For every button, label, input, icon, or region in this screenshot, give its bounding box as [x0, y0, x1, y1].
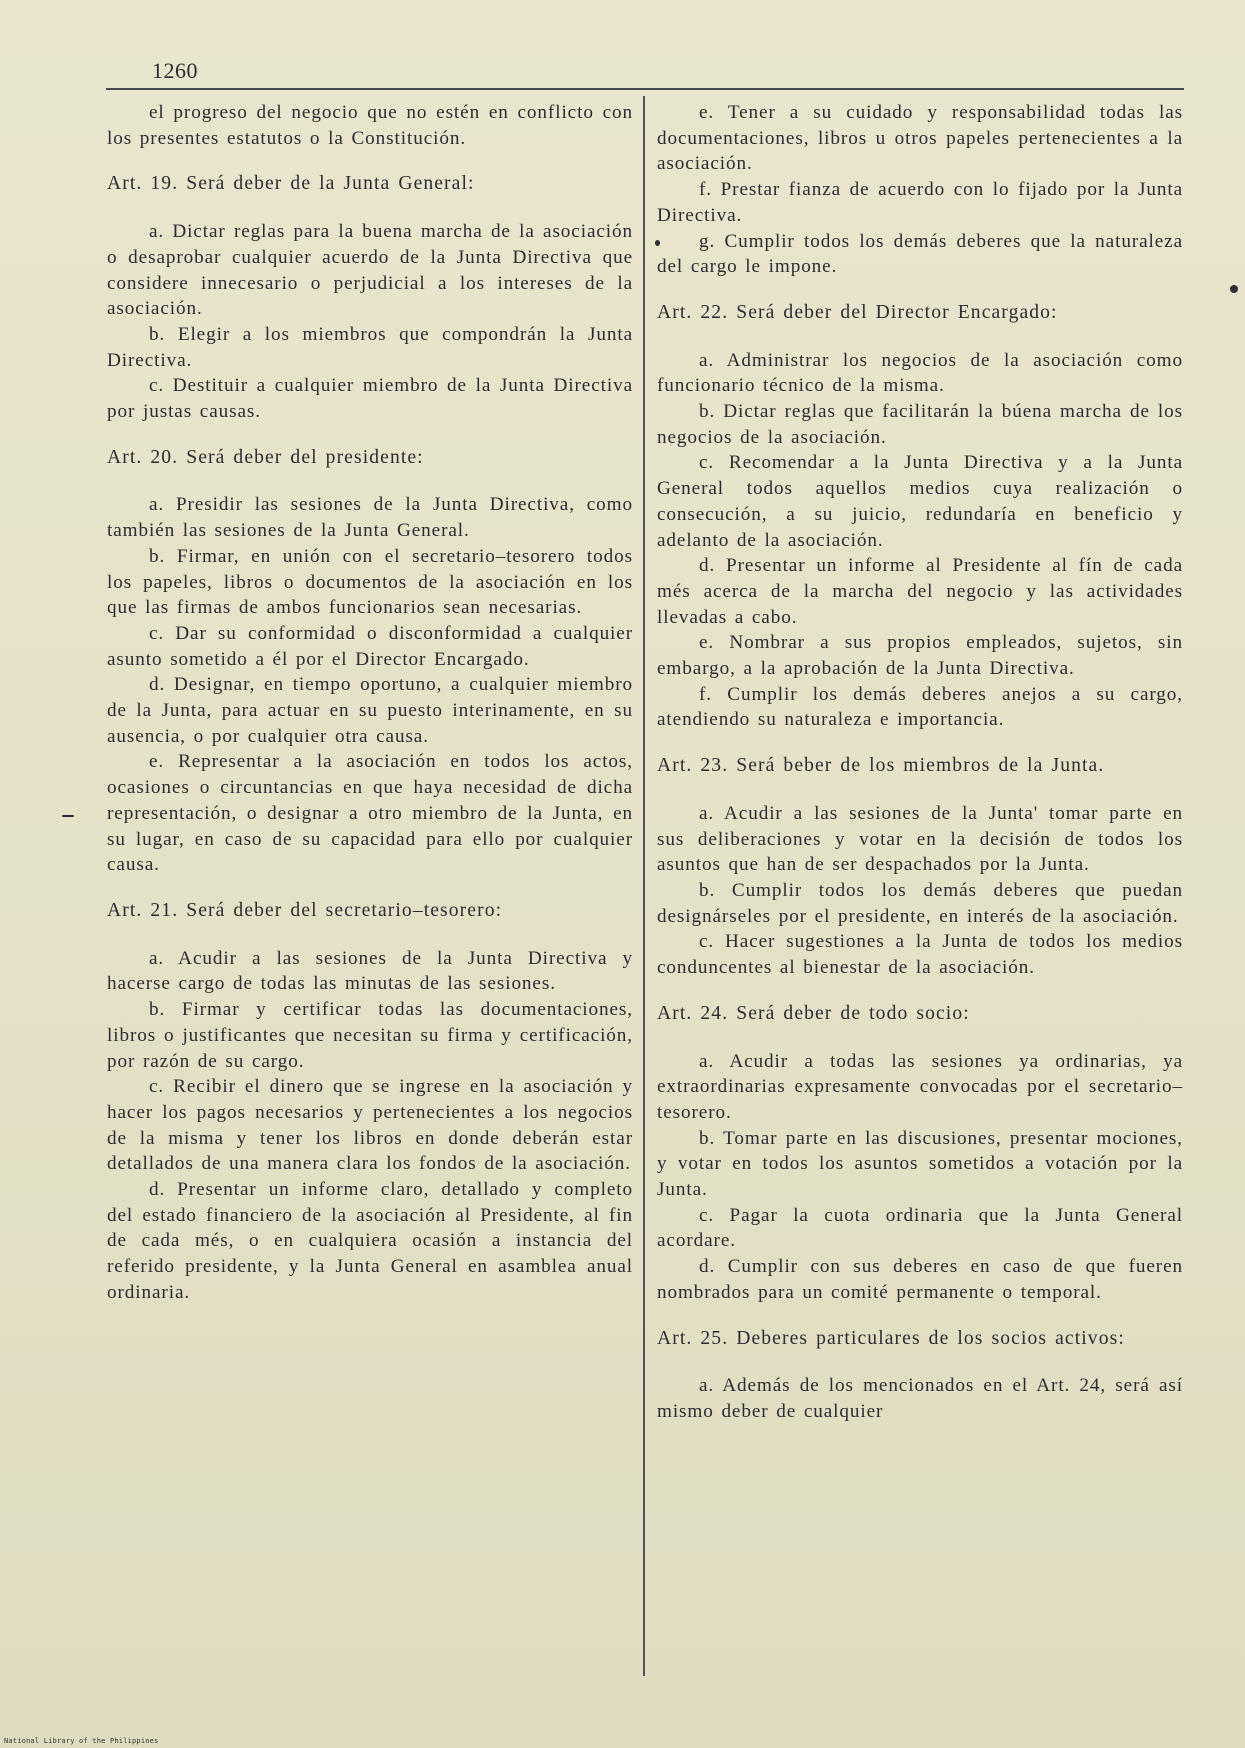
article-21-item-f: f. Prestar fianza de acuerdo con lo fijado por la Junta Directiva. — [657, 179, 1183, 226]
article-21-heading: Art. 21. Será deber del secretario–tesorero: — [107, 899, 503, 921]
article-25-heading: Art. 25. Deberes particulares de los socios activos: — [657, 1327, 1125, 1349]
article-23-item-c: c. Hacer sugestiones a la Junta de todos los medios conduncentes al bienestar de la asociación. — [657, 931, 1183, 979]
article-22-item-b: b. Dictar reglas que facilitarán la búena marcha de los negocios de la asociación. — [657, 401, 1183, 448]
article-21-item-c: c. Recibir el dinero que se ingrese en la asociación y hacer los pagos necesarios y pertenecientes a los negocios de la misma y tener los libros en donde deberán estar detallados de una manera clara los fondos de la asociación. — [107, 1076, 633, 1175]
article-23-item-b: b. Cumplir todos los demás deberes que puedan designárseles por el presidente, en interés de la asociación. — [657, 879, 1183, 927]
article-21-item-d: d. Presentar un informe claro, detallado y completo del estado financiero de la asociación al Presidente, al fin de cada més, o en cualquiera ocasión a instancia del referido presidente, y la Junta General en asamblea anual ordinaria. — [107, 1179, 633, 1303]
article-19-item-c: c. Destituir a cualquier miembro de la Junta Directiva por justas causas. — [107, 375, 633, 423]
article-22-heading: Art. 22. Será deber del Director Encargado: — [657, 301, 1058, 323]
column-divider — [643, 96, 645, 1676]
scan-speck — [655, 240, 660, 246]
article-21-item-b: b. Firmar y certificar todas las documentaciones, libros o justificantes que necesitan su firma y certificación, por razón de su cargo. — [107, 999, 633, 1072]
article-23-heading: Art. 23. Será beber de los miembros de la Junta. — [657, 755, 1105, 777]
scan-speck — [1230, 285, 1238, 293]
scan-speck — [62, 815, 74, 817]
page-number: 1260 — [152, 58, 198, 83]
article-22-item-d: d. Presentar un informe al Presidente al fín de cada més acerca de la marcha del negocio y las actividades llevadas a cabo. — [657, 555, 1183, 628]
article-24-item-c: c. Pagar la cuota ordinaria que la Junta General acordare. — [657, 1204, 1183, 1252]
footer-attribution: National Library of the Philippines — [4, 1737, 159, 1745]
article-20-heading: Art. 20. Será deber del presidente: — [107, 446, 424, 468]
article-20-item-a: a. Presidir las sesiones de la Junta Directiva, como también las sesiones de la Junta General. — [107, 494, 633, 542]
article-19-heading: Art. 19. Será deber de la Junta General: — [107, 173, 475, 195]
article-24-item-d: d. Cumplir con sus deberes en caso de que fueren nombrados para un comité permanente o temporal. — [657, 1256, 1183, 1303]
article-25-item-a: a. Además de los mencionados en el Art. 24, será así mismo deber de cualquier — [657, 1375, 1183, 1422]
article-24-item-a: a. Acudir a todas las sesiones ya ordinarias, ya extraordinarias expresamente convocadas por el secretario–tesorero. — [657, 1050, 1183, 1123]
article-19-item-a: a. Dictar reglas para la buena marcha de la asociación o desaprobar cualquier acuerdo de la Junta Directiva que considere innecesario o perjudicial a los intereses de la asociación. — [107, 221, 633, 320]
article-22-item-c: c. Recomendar a la Junta Directiva y a la Junta General todos aquellos medios cuya realización o consecución, a su juicio, redundaría en beneficio y adelanto de la asociación. — [657, 452, 1183, 551]
paragraph-continuation: el progreso del negocio que no estén en conflicto con los presentes estatutos o la Constitución. — [107, 102, 633, 149]
article-19-item-b: b. Elegir a los miembros que compondrán la Junta Directiva. — [107, 323, 633, 371]
article-21-item-e: e. Tener a su cuidado y responsabilidad todas las documentaciones, libros u otros papeles pertenecientes a la asociación. — [657, 102, 1183, 175]
article-24-item-b: b. Tomar parte en las discusiones, presentar mociones, y votar en todos los asuntos sometidos a votación por la Junta. — [657, 1127, 1183, 1201]
right-column — [657, 100, 1183, 1425]
left-column — [107, 100, 633, 1306]
article-20-item-e: e. Representar a la asociación en todos los actos, ocasiones o circuntancias en que haya necesidad de dicha representación, o designar a otro miembro de la Junta, en su lugar, en caso de su capacidad para ello por cualquier causa. — [107, 751, 633, 876]
article-23-item-a: a. Acudir a las sesiones de la Junta' tomar parte en sus deliberaciones y votar en la decisión de todos los asuntos que han de ser despachados por la Junta. — [657, 802, 1183, 876]
article-22-item-e: e. Nombrar a sus propios empleados, sujetos, sin embargo, a la aprobación de la Junta Directiva. — [657, 632, 1183, 680]
article-20-item-c: c. Dar su conformidad o disconformidad a cualquier asunto sometido a él por el Director Encargado. — [107, 622, 633, 670]
article-21-item-g: g. Cumplir todos los demás deberes que la naturaleza del cargo le impone. — [657, 230, 1183, 278]
article-22-item-a: a. Administrar los negocios de la asociación como funcionario técnico de la misma. — [657, 349, 1183, 397]
header-rule — [106, 88, 1184, 90]
article-22-item-f: f. Cumplir los demás deberes anejos a su cargo, atendiendo su naturaleza e importancia. — [657, 683, 1183, 731]
article-24-heading: Art. 24. Será deber de todo socio: — [657, 1002, 970, 1024]
article-20-item-d: d. Designar, en tiempo oportuno, a cualquier miembro de la Junta, para actuar en su puesto interinamente, en su ausencia, o por cualquier otra causa. — [107, 674, 633, 747]
article-21-item-a: a. Acudir a las sesiones de la Junta Directiva y hacerse cargo de todas las minutas de las sesiones. — [107, 947, 633, 995]
article-20-item-b: b. Firmar, en unión con el secretario–tesorero todos los papeles, libros o documentos de la asociación en los que las firmas de ambos funcionarios sean necesarias. — [107, 545, 633, 619]
